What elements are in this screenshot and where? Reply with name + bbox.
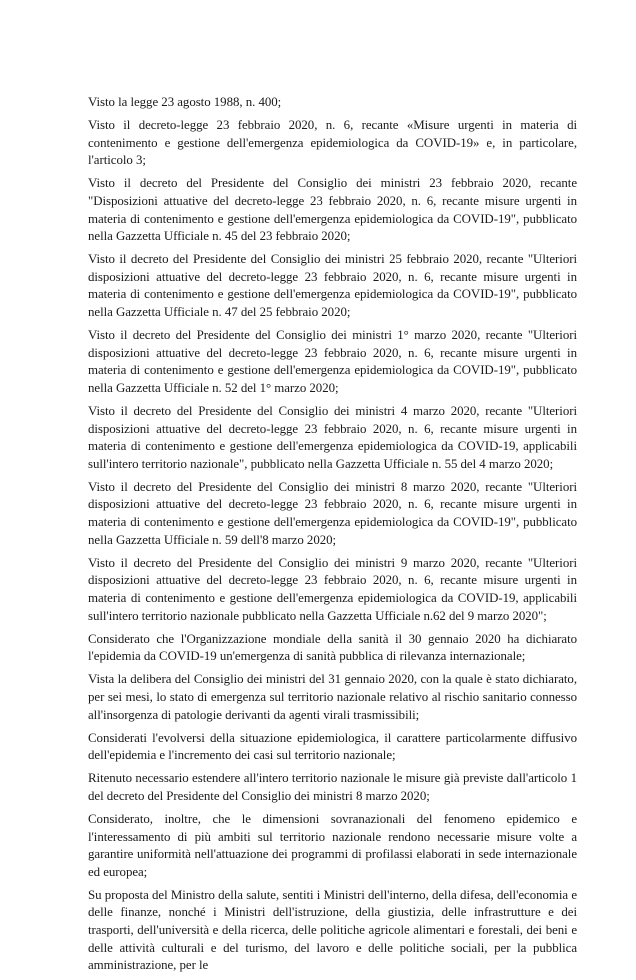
paragraph-vista-delibera: Vista la delibera del Consiglio dei ministri del 31 gennaio 2020, con la quale è stato dichiarato, per sei mesi, lo stato di emergenza sul territorio nazionale relativo al rischio sanitario connesso all'insorgenza di patologie derivanti da agenti virali trasmissibili; bbox=[88, 672, 577, 722]
document-body bbox=[88, 94, 577, 980]
paragraph-visto-dpcm-9-marzo: Visto il decreto del Presidente del Consiglio dei ministri 9 marzo 2020, recante "Ulteriori disposizioni attuative del decreto-legge 23 febbraio 2020, n. 6, recante misure urgenti in materia di contenimento e gestione dell'emergenza epidemiologica da COVID-19, applicabili sull'intero territorio nazionale pubblicato nella Gazzetta Ufficiale n.62 del 9 marzo 2020"; bbox=[88, 555, 577, 623]
paragraph-visto-dpcm-1-marzo: Visto il decreto del Presidente del Consiglio dei ministri 1° marzo 2020, recante "Ulteriori disposizioni attuative del decreto-legge 23 febbraio 2020, n. 6, recante misure urgenti in materia di contenimento e gestione dell'emergenza epidemiologica da COVID-19", pubblicato nella Gazzetta Ufficiale n. 52 del 1° marzo 2020; bbox=[88, 328, 577, 395]
paragraph-visto-dpcm-23-febbraio: Visto il decreto del Presidente del Consiglio dei ministri 23 febbraio 2020, recante "Disposizioni attuative del decreto-legge 23 febbraio 2020, n. 6, recante misure urgenti in materia di contenimento e gestione dell'emergenza epidemiologica da COVID-19", pubblicato nella Gazzetta Ufficiale n. 45 del 23 febbraio 2020; bbox=[88, 176, 577, 244]
paragraph-su-proposta: Su proposta del Ministro della salute, sentiti i Ministri dell'interno, della difesa, dell'economia e delle finanze, nonché i Ministri dell'istruzione, della giustizia, delle infrastrutture e dei trasporti, dell'università e della ricerca, delle politiche agricole alimentari e forestali, dei beni e delle attività culturali e del turismo, del lavoro e delle politiche sociali, per la pubblica amministrazione, per le bbox=[88, 887, 577, 973]
paragraph-considerato-dimensioni: Considerato, inoltre, che le dimensioni sovranazionali del fenomeno epidemico e l'interessamento di più ambiti sul territorio nazionale rendono necessarie misure volte a garantire uniformità nell'attuazione dei programmi di profilassi elaborati in sede internazionale ed europea; bbox=[88, 811, 577, 879]
paragraph-ritenuto-necessario: Ritenuto necessario estendere all'intero territorio nazionale le misure già previste dall'articolo 1 del decreto del Presidente del Consiglio dei ministri 8 marzo 2020; bbox=[88, 771, 577, 803]
paragraph-visto-dpcm-8-marzo: Visto il decreto del Presidente del Consiglio dei ministri 8 marzo 2020, recante "Ulteriori disposizioni attuative del decreto-legge 23 febbraio 2020, n. 6, recante misure urgenti in materia di contenimento e gestione dell'emergenza epidemiologica da COVID-19", pubblicato nella Gazzetta Ufficiale n. 59 dell'8 marzo 2020; bbox=[88, 479, 577, 547]
paragraph-visto-legge-400: Visto la legge 23 agosto 1988, n. 400; bbox=[88, 95, 282, 109]
paragraph-visto-dpcm-25-febbraio: Visto il decreto del Presidente del Consiglio dei ministri 25 febbraio 2020, recante "Ulteriori disposizioni attuative del decreto-legge 23 febbraio 2020, n. 6, recante misure urgenti in materia di contenimento e gestione dell'emergenza epidemiologica da COVID-19", pubblicato nella Gazzetta Ufficiale n. 47 del 25 febbraio 2020; bbox=[88, 252, 577, 320]
paragraph-considerato-oms: Considerato che l'Organizzazione mondiale della sanità il 30 gennaio 2020 ha dichiarato l'epidemia da COVID-19 un'emergenza di sanità pubblica di rilevanza internazionale; bbox=[88, 631, 577, 664]
paragraph-visto-dpcm-4-marzo: Visto il decreto del Presidente del Consiglio dei ministri 4 marzo 2020, recante "Ulteriori disposizioni attuative del decreto-legge 23 febbraio 2020, n. 6, recante misure urgenti in materia di contenimento e gestione dell'emergenza epidemiologica da COVID-19, applicabili sull'intero territorio nazionale", pubblicato nella Gazzetta Ufficiale n. 55 del 4 marzo 2020; bbox=[88, 404, 577, 471]
paragraph-considerati-evolversi: Considerati l'evolversi della situazione epidemiologica, il carattere particolarmente diffusivo dell'epidemia e l'incremento dei casi sul territorio nazionale; bbox=[88, 730, 577, 763]
paragraph-visto-decreto-legge-6: Visto il decreto-legge 23 febbraio 2020, n. 6, recante «Misure urgenti in materia di contenimento e gestione dell'emergenza epidemiologica da COVID-19» e, in particolare, l'articolo 3; bbox=[88, 118, 577, 168]
